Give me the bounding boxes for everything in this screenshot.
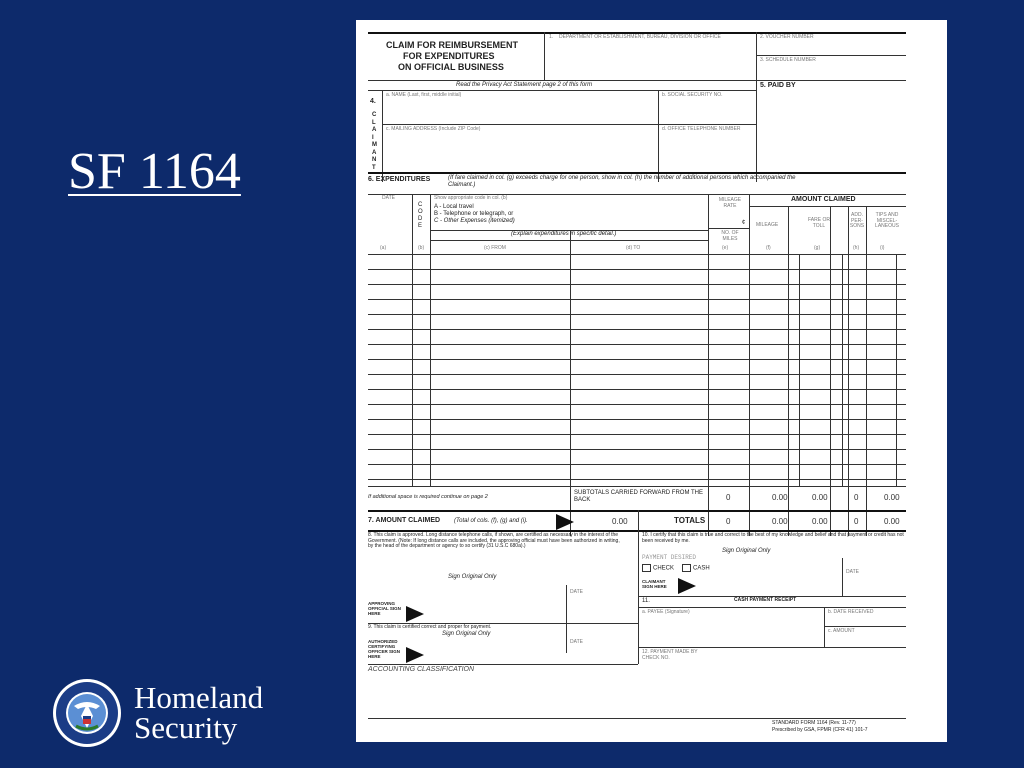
total-addper: 0 — [854, 517, 859, 526]
ltr-b: (b) — [418, 245, 425, 251]
ltr-h: (h) — [853, 245, 860, 251]
payment-desired: PAYMENT DESIRED — [642, 554, 697, 561]
amount-label: c. AMOUNT — [828, 628, 855, 634]
address-label: c. MAILING ADDRESS (Include ZIP Code) — [386, 126, 481, 132]
ltr-e: (e) — [722, 245, 729, 251]
ssn-label: b. SOCIAL SECURITY NO. — [662, 92, 723, 98]
code-hint: Show appropriate code in col. (b) — [434, 195, 508, 201]
dhs-seal-icon — [52, 678, 122, 748]
accounting-classification: ACCOUNTING CLASSIFICATION — [368, 666, 475, 673]
schedule-number-label: 3. SCHEDULE NUMBER — [760, 57, 816, 63]
box9-text: 9. This claim is certified correct and proper for payment. — [368, 624, 492, 630]
box1-num: 1. — [549, 34, 554, 40]
cash-checkbox[interactable] — [682, 564, 691, 572]
col-fare: FARE OR TOLL — [808, 217, 830, 229]
box1-label: DEPARTMENT OR ESTABLISHMENT, BUREAU, DIVISION OR OFFICE — [559, 34, 721, 40]
arrow-right-icon — [406, 606, 424, 622]
ltr-f: (f) — [766, 245, 771, 251]
amount-claimed-note: (Total of cols. (f), (g) and (i). — [454, 518, 528, 524]
claimant-vertical: CLAIMANT — [372, 112, 377, 171]
expenditures-title: 6. EXPENDITURES — [368, 176, 431, 183]
authorized-officer: AUTHORIZED CERTIFYING OFFICER SIGN HERE — [368, 639, 401, 659]
subtotal-fare: 0.00 — [812, 493, 828, 502]
box8-text: 8. This claim is approved. Long distance telephone calls, if shown, are certified as necessary in the interest of the Government. (Note: If long distance calls are included, the approving official must have been authorized in writing, by the head of the department or agency to so certify (31 U.S.C 680a).) — [368, 532, 620, 549]
paid-by-label: 5. PAID BY — [760, 82, 796, 89]
amount-claimed-total: 0.00 — [612, 517, 628, 526]
subtotal-miles: 0 — [726, 493, 731, 502]
logo-line-security: Security — [134, 710, 238, 745]
code-c: C - Other Expenses (itemized) — [434, 218, 515, 224]
slide-title: SF 1164 — [68, 143, 241, 200]
dhs-logo — [52, 678, 263, 748]
explain-note: (Explain expenditures in specific detail.) — [511, 231, 617, 237]
no-miles: NO. OF MILES — [721, 230, 739, 242]
box10-text: 10. I certify that this claim is true and correct to the best of my knowledge and belief and that payment or credit has not been received by me. — [642, 532, 904, 544]
amount-claimed-header: AMOUNT CLAIMED — [791, 196, 856, 203]
payment-made-label: 12. PAYMENT MADE BY CHECK NO. — [642, 649, 698, 661]
ltr-a: (a) — [380, 245, 387, 251]
approving-official: APPROVING OFFICIAL SIGN HERE — [368, 601, 401, 616]
date-1: DATE — [570, 589, 583, 595]
col-mileage: MILEAGE — [756, 222, 779, 228]
arrow-right-icon — [556, 514, 574, 530]
cash-payment-receipt: CASH PAYMENT RECEIPT — [734, 597, 797, 603]
standard-form: STANDARD FORM 1164 (Rev. 11-77) — [772, 720, 856, 726]
payee-label: a. PAYEE (Signature) — [642, 609, 690, 615]
total-fare: 0.00 — [812, 517, 828, 526]
form-title-3: ON OFFICIAL BUSINESS — [398, 62, 504, 72]
col-date: DATE — [382, 195, 395, 201]
total-tips: 0.00 — [884, 517, 900, 526]
subtotal-addper: 0 — [854, 493, 859, 502]
logo-line-homeland: Homeland — [134, 680, 264, 715]
sf1164-form — [356, 20, 947, 742]
cash-label: CASH — [693, 565, 710, 572]
sign-original-1: Sign Original Only — [448, 574, 497, 580]
total-mileage: 0.00 — [772, 517, 788, 526]
code-a: A - Local travel — [434, 204, 474, 210]
col-to: (d) TO — [626, 245, 641, 251]
col-code: CODE — [418, 202, 423, 229]
claimant-num: 4. — [370, 98, 376, 105]
form-title-2: FOR EXPENDITURES — [403, 51, 495, 61]
date-2: DATE — [570, 639, 583, 645]
subtotal-mileage: 0.00 — [772, 493, 788, 502]
ltr-i: (i) — [880, 245, 885, 251]
mileage-rate: MILEAGE RATE — [718, 197, 742, 209]
amount-claimed-title: 7. AMOUNT CLAIMED — [368, 517, 441, 524]
code-b: B - Telephone or telegraph, or — [434, 211, 514, 217]
check-option[interactable] — [642, 564, 674, 572]
voucher-number-label: 2. VOUCHER NUMBER — [760, 34, 814, 40]
arrow-right-icon — [678, 578, 696, 594]
col-from: (c) FROM — [484, 245, 506, 251]
col-tips: TIPS AND MISCEL- LANEOUS — [875, 212, 899, 229]
cash-option[interactable] — [682, 564, 710, 572]
subtotal-tips: 0.00 — [884, 493, 900, 502]
expenditures-note: (If fare claimed in col. (g) exceeds charge for one person, show in col. (h) the number of additional persons which accompanied the Claimant.) — [448, 175, 796, 188]
mileage-rate-unit: ¢ — [742, 220, 746, 226]
totals-label: TOTALS — [674, 516, 706, 525]
name-label: a. NAME (Last, first, middle initial) — [386, 92, 462, 98]
box11-num: 11. — [642, 598, 650, 604]
subtotals-label: SUBTOTALS CARRIED FORWARD FROM THE BACK — [574, 490, 704, 503]
claimant-sign: CLAIMANT SIGN HERE — [642, 579, 667, 589]
additional-space-note: If additional space is required continue on page 2 — [368, 494, 488, 500]
total-miles: 0 — [726, 517, 731, 526]
privacy-statement: Read the Privacy Act Statement page 2 of this form — [456, 82, 593, 88]
sign-original-2: Sign Original Only — [442, 631, 491, 637]
form-title-1: CLAIM FOR REIMBURSEMENT — [386, 40, 518, 50]
ltr-g: (g) — [814, 245, 821, 251]
sign-original-3: Sign Original Only — [722, 548, 771, 554]
check-checkbox[interactable] — [642, 564, 651, 572]
arrow-right-icon — [406, 647, 424, 663]
phone-label: d. OFFICE TELEPHONE NUMBER — [662, 126, 741, 132]
date-3: DATE — [846, 569, 859, 575]
col-addper: ADD. PER- SONS — [849, 212, 865, 229]
check-label: CHECK — [653, 565, 675, 572]
prescribed-by: Prescribed by GSA, FPMR (CFR 41) 101-7 — [772, 727, 868, 733]
date-received-label: b. DATE RECEIVED — [828, 609, 874, 615]
